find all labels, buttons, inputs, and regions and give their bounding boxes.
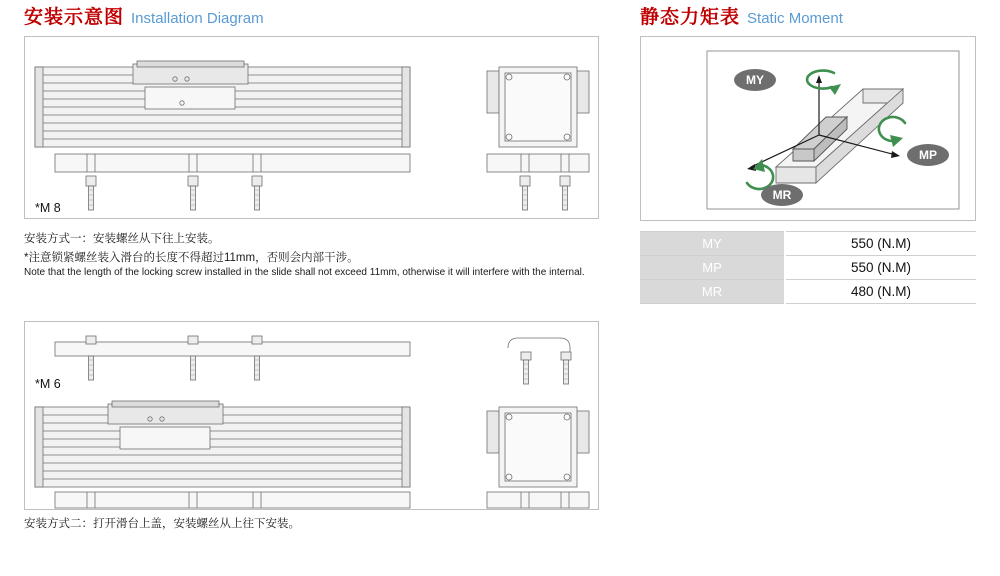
heading-install-cn: 安装示意图: [24, 7, 125, 28]
heading-moment-cn: 静态力矩表: [640, 7, 741, 28]
moment-badge-mr: [761, 184, 803, 206]
table-cell-axis: MP: [640, 256, 785, 280]
heading-moment-en: Static Moment: [747, 10, 843, 27]
installation-diagram-heading: [24, 2, 264, 29]
screw-label-m8: *M 8: [35, 201, 61, 215]
svg-text:MP: MP: [919, 148, 937, 162]
table-row: [640, 256, 976, 280]
caption-method-2: 安装方式二：打开滑台上盖，安装螺丝从上往下安装。: [24, 518, 300, 530]
moment-badge-my: [734, 69, 776, 91]
installation-drawing-1: [25, 37, 600, 220]
table-cell-axis: MY: [640, 232, 785, 256]
screw-label-m6: *M 6: [35, 377, 61, 391]
caption-note-en: Note that the length of the locking screw installed in the slide shall not exceed 11mm, otherwise it will interfere with the internal.: [24, 267, 585, 278]
moment-badge-mp: [907, 144, 949, 166]
svg-text:MY: MY: [746, 73, 764, 87]
installation-diagram-panel-1: [24, 36, 599, 219]
heading-install-en: Installation Diagram: [131, 10, 264, 27]
caption-note-cn: *注意锁紧螺丝装入滑台的长度不得超过11mm，否则会内部干涉。: [24, 252, 359, 264]
installation-diagram-panel-2: [24, 321, 599, 510]
static-moment-table: [640, 231, 976, 304]
static-moment-drawing: [641, 37, 977, 222]
table-cell-value: 550 (N.M): [785, 256, 976, 280]
table-cell-value: 550 (N.M): [785, 232, 976, 256]
table-cell-value: 480 (N.M): [785, 280, 976, 304]
svg-text:MR: MR: [772, 188, 792, 202]
installation-drawing-2: [25, 322, 600, 511]
static-moment-panel: [640, 36, 976, 221]
static-moment-heading: [640, 2, 843, 29]
table-row: [640, 280, 976, 304]
caption-method-1: 安装方式一：安装螺丝从下往上安装。: [24, 233, 220, 245]
table-cell-axis: MR: [640, 280, 785, 304]
table-row: [640, 232, 976, 256]
